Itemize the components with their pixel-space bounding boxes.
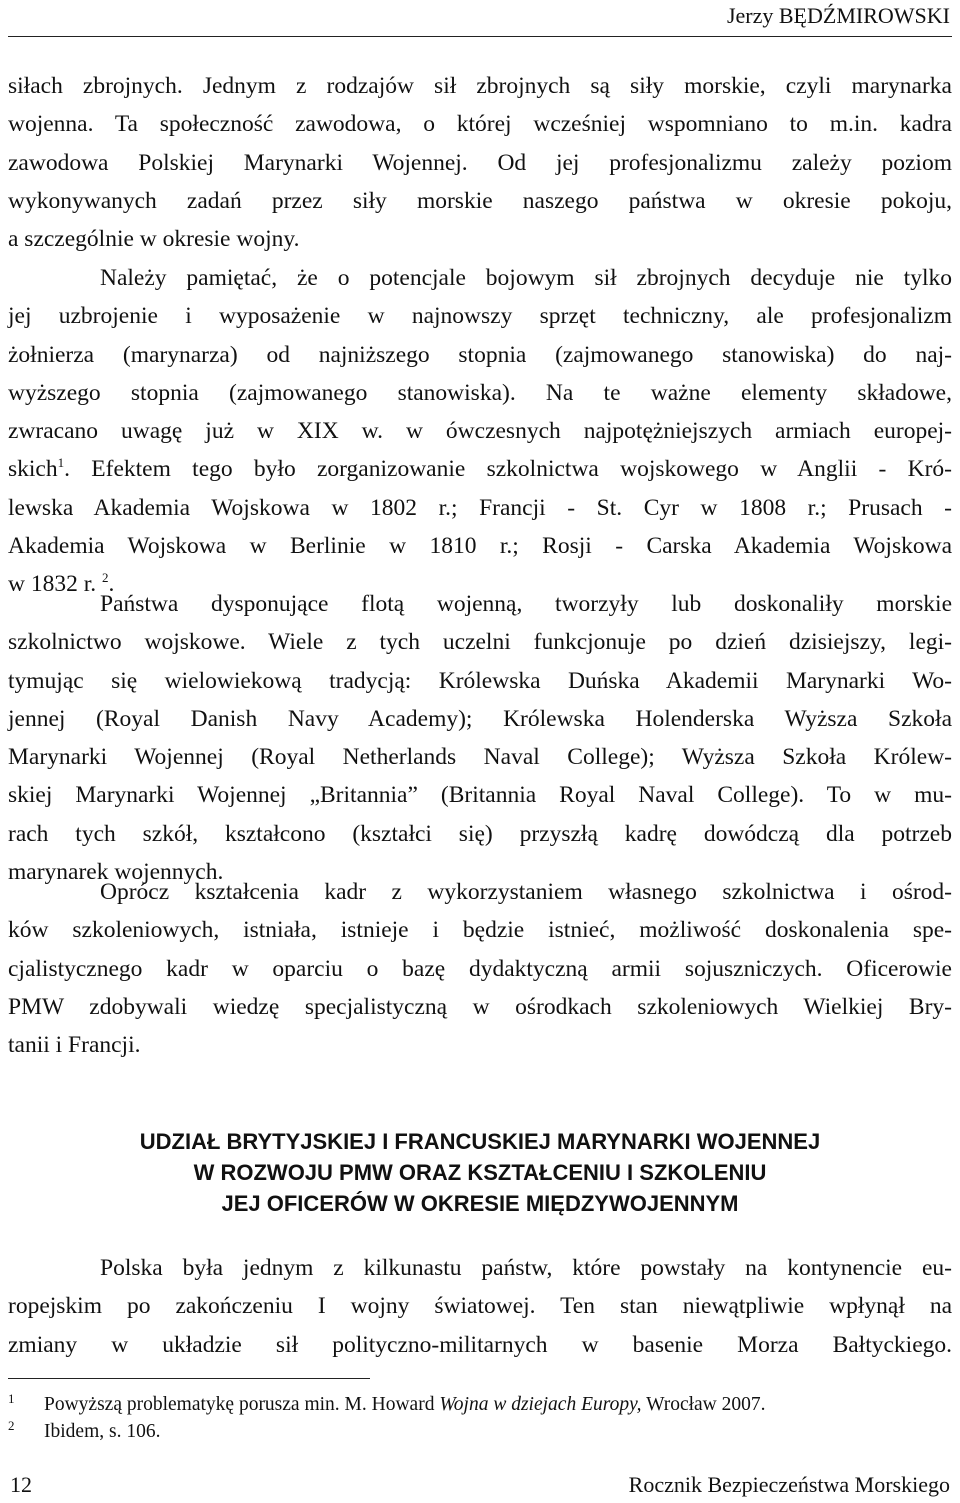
text-line: Akademia Wojskowa w Berlinie w 1810 r.; Rosji - Carska Akademia Wojskowa: [8, 533, 952, 560]
text-line: wojenna. Ta społeczność zawodowa, o której wcześniej wspomniano to m.in. kadra: [8, 111, 952, 138]
paragraph-2: [8, 259, 952, 604]
text-line: wykonywanych zadań przez siły morskie naszego państwa w okresie pokoju,: [8, 187, 952, 214]
text-line: marynarek wojennych.: [8, 859, 224, 886]
text-line: zmiany w układzie sił polityczno-militarnych w basenie Morza Bałtyckiego.: [8, 1331, 952, 1358]
footnote-ref-2: 2: [102, 570, 109, 586]
text-line: szkolnictwo wojskowe. Wiele z tych uczelni funkcjonuje po dzień dzisiejszy, legi-: [8, 629, 952, 656]
footnote-ref-1: 1: [57, 455, 65, 471]
text-fragment: Efektem tego było zorganizowanie szkolnictwa wojskowego w Anglii - Kró-: [91, 456, 952, 483]
section-paragraph: [8, 1249, 952, 1364]
section-heading: [8, 1126, 952, 1219]
text-line: Państwa dysponujące flotą wojenną, tworzyły lub doskonaliły morskie: [100, 591, 952, 617]
text-line: ków szkoleniowych, istniała, istnieje i będzie istnieć, możliwość doskonalenia spe-: [8, 917, 952, 944]
text-line: Należy pamiętać, że o potencjale bojowym sił zbrojnych decyduje nie tylko: [100, 265, 952, 291]
text-line: zawodowa Polskiej Marynarki Wojennej. Od jej profesjonalizmu zależy poziom: [8, 149, 952, 176]
text-line: ropejskim po zakończeniu I wojny światowej. Ten stan niewątpliwie wpłynął na: [8, 1293, 952, 1320]
text-fragment: .: [108, 571, 115, 598]
paragraph-3: [8, 585, 952, 891]
page-number: 12: [10, 1472, 32, 1497]
text-line: Marynarki Wojennej (Royal Netherlands Naval College); Wyższa Szkoła Królew-: [8, 744, 952, 771]
text-line: żołnierza (marynarza) od najniższego stopnia (zajmowanego stanowiska) do naj-: [8, 341, 952, 368]
footnote-divider: [8, 1378, 370, 1379]
header-divider: [8, 36, 952, 37]
text-line: jennej (Royal Danish Navy Academy); Królewska Holenderska Wyższa Szkoła: [8, 705, 952, 732]
footnote-text-fragment: Powyższą problematykę porusza min. M. Howard: [44, 1394, 440, 1415]
text-line: siłach zbrojnych. Jednym z rodzajów sił zbrojnych są siły morskie, czyli marynarka: [8, 73, 952, 99]
text-line: skich$^1$. Efektem tego było zorganizowanie szkolnictwa wojskowego w Anglii - Kró-: [8, 455, 952, 483]
paragraph-4: [8, 873, 952, 1064]
text-line: tanii i Francji.: [8, 1032, 141, 1059]
footnote-text-fragment: Wrocław 2007.: [641, 1394, 766, 1415]
text-line: skiej Marynarki Wojennej „Britannia” (Britannia Royal Naval College). To w mu-: [8, 782, 952, 809]
text-line: jej uzbrojenie i wyposażenie w najnowszy sprzęt techniczny, ale profesjonalizm: [8, 303, 952, 330]
text-line: zwracano uwagę już w XIX w. w ówczesnych najpotężniejszych armiach europej-: [8, 418, 952, 445]
running-header-author: Jerzy BĘDŹMIROWSKI: [726, 3, 950, 28]
text-line: PMW zdobywali wiedzę specjalistyczną w ośrodkach szkoleniowych Wielkiej Bry-: [8, 993, 952, 1020]
text-fragment: w 1832 r.: [8, 571, 97, 598]
footnote-text: [44, 1394, 766, 1415]
text-line: tymując się wielowiekową tradycją: Królewska Duńska Akademii Marynarki Wo-: [8, 667, 952, 694]
text-line: cjalistycznego kadr w oparciu o bazę dydaktyczną armii sojuszniczych. Oficerowie: [8, 955, 952, 982]
heading-line: JEJ OFICERÓW W OKRESIE MIĘDZYWOJENNYM: [221, 1191, 739, 1216]
footnote-2: 2 Ibidem, s. 106.: [8, 1417, 161, 1442]
text-line: wyższego stopnia (zajmowanego stanowiska). Na te ważne elementy składowe,: [8, 379, 952, 406]
heading-line: W ROZWOJU PMW ORAZ KSZTAŁCENIU I SZKOLENIU: [193, 1160, 767, 1185]
text-line: a szczególnie w okresie wojny.: [8, 226, 300, 253]
journal-name: Rocznik Bezpieczeństwa Morskiego: [628, 1472, 950, 1497]
footnote-text: Ibidem, s. 106.: [44, 1421, 161, 1442]
text-fragment: skich: [8, 456, 58, 483]
heading-line: UDZIAŁ BRYTYJSKIEJ I FRANCUSKIEJ MARYNARKI WOJENNEJ: [139, 1129, 821, 1154]
paragraph-1: [8, 67, 952, 258]
text-line: rach tych szkół, kształcono (kształci się) przyszłą kadrę dowódczą dla potrzeb: [8, 820, 952, 847]
text-line: lewska Akademia Wojskowa w 1802 r.; Francji - St. Cyr w 1808 r.; Prusach -: [8, 494, 952, 521]
text-line: Polska była jednym z kilkunastu państw, które powstały na kontynencie eu-: [100, 1255, 952, 1281]
footnote-title: Wojna w dziejach Europy,: [439, 1394, 642, 1415]
text-line: Oprócz kształcenia kadr z wykorzystaniem własnego szkolnictwa i ośrod-: [100, 879, 952, 905]
footnote-1: 1 Powyższą problematykę porusza min. M. Howard Wojna w dziejach Europy, Wrocław 2007.: [8, 1390, 766, 1415]
